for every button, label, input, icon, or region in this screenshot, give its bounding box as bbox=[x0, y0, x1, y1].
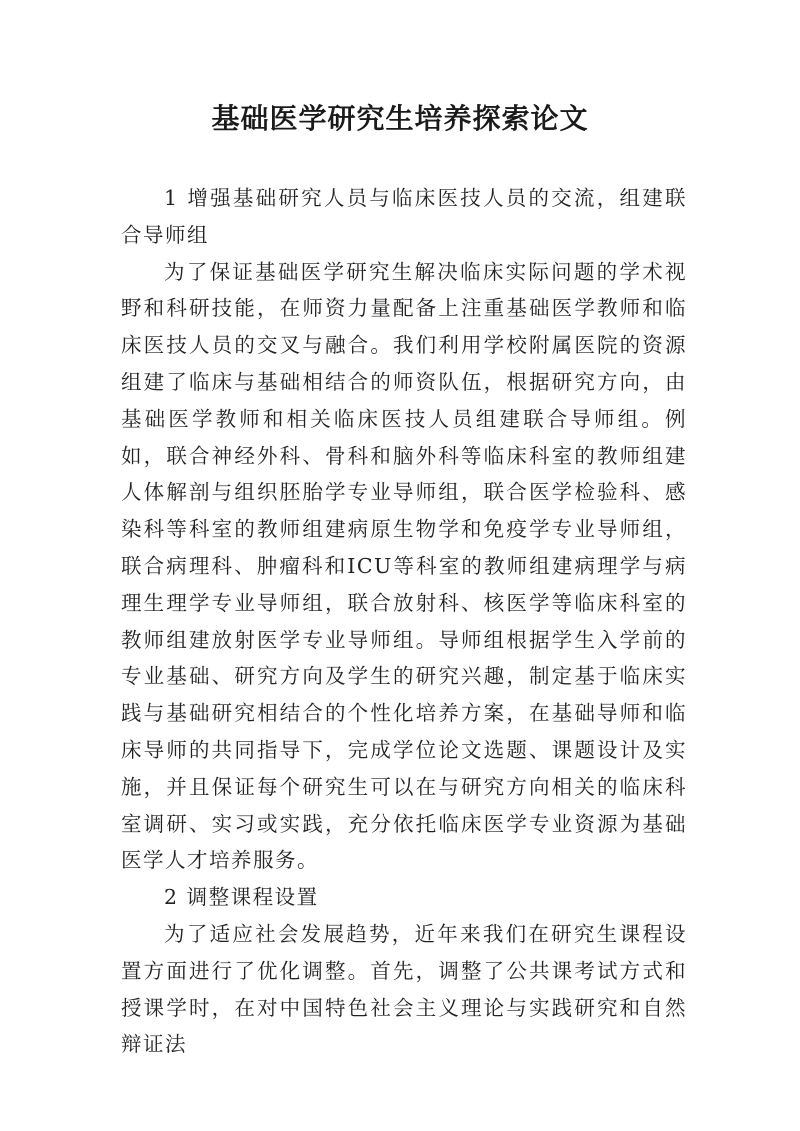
paragraph-1: 为了保证基础医学研究生解决临床实际问题的学术视野和科研技能，在师资力量配备上注重基础医学教师和临床医技人员的交叉与融合。我们利用学校附属医院的资源组建了临床与基础相结合的师资队伍，根据研究方向，由基础医学教师和相关临床医技人员组建联合导师组。例如，联合神经外科、骨科和脑外科等临床科室的教师组建人体解剖与组织胚胎学专业导师组，联合医学检验科、感染科等科室的教师组建病原生物学和免疫学专业导师组，联合病理科、肿瘤科和ICU等科室的教师组建病理学与病理生理学专业导师组，联合放射科、核医学等临床科室的教师组建放射医学专业导师组。导师组根据学生入学前的专业基础、研究方向及学生的研究兴趣，制定基于临床实践与基础研究相结合的个性化培养方案，在基础导师和临床导师的共同指导下，完成学位论文选题、课题设计及实施，并且保证每个研究生可以在与研究方向相关的临床科室调研、实习或实践，充分依托临床医学专业资源为基础医学人才培养服务。 bbox=[121, 259, 687, 873]
section-heading-2: 2 调整课程设置 bbox=[164, 885, 319, 910]
document-title: 基础医学研究生培养探索论文 bbox=[211, 102, 589, 135]
document-body bbox=[121, 180, 687, 1063]
paragraph-2: 为了适应社会发展趋势，近年来我们在研究生课程设置方面进行了优化调整。首先，调整了公共课考试方式和授课学时，在对中国特色社会主义理论与实践研究和自然辩证法 bbox=[121, 921, 687, 1057]
section-heading-1: 1 增强基础研究人员与临床医技人员的交流，组建联合导师组 bbox=[121, 186, 687, 247]
